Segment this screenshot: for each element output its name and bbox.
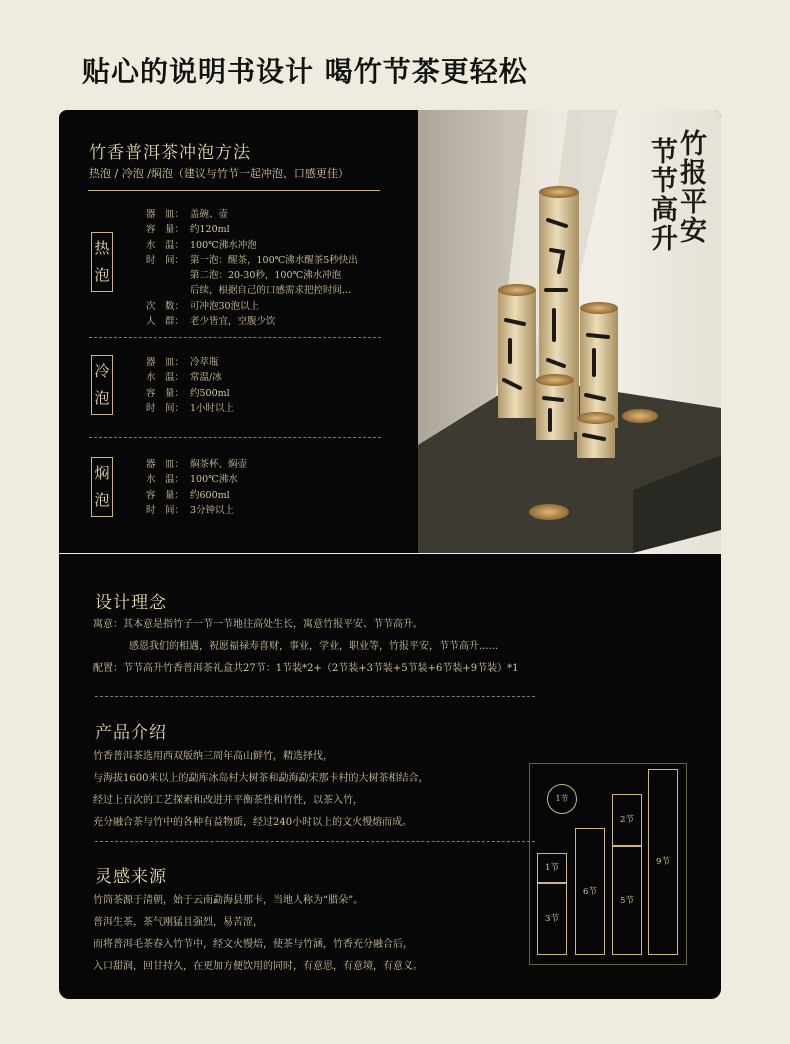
section-divider bbox=[95, 696, 535, 697]
design-blessing: 感恩我们的相遇，祝愿福禄寿喜财，事业，学业，职业等，竹报平安，节节高升...... bbox=[129, 641, 499, 652]
product-title: 产品介绍 bbox=[95, 723, 167, 743]
detail-row: 器 皿： 焖茶杯、焖壶 bbox=[146, 459, 248, 470]
bamboo-tube bbox=[498, 284, 536, 418]
method-label-hot: 热 泡 bbox=[91, 232, 113, 292]
product-line: 与海拔1600米以上的勐库冰岛村大树茶和勐海勐宋那卡村的大树茶相结合， bbox=[93, 773, 429, 784]
detail-row: 时 间： 1小时以上 bbox=[146, 402, 235, 414]
page-headline: 贴心的说明书设计 喝竹节茶更轻松 bbox=[82, 55, 528, 88]
detail-row: 人 群： 老少皆宜，空腹少饮 bbox=[146, 316, 276, 328]
design-configuration: 配置：节节高升竹香普洱茶礼盒共27节：1节装*2+（2节装+3节装+5节装+6节装+9节装）*1 bbox=[93, 663, 519, 674]
tube-9-section: 9节 bbox=[648, 769, 678, 955]
intro-card bbox=[59, 554, 721, 999]
brew-title: 竹香普洱茶冲泡方法 bbox=[89, 143, 251, 163]
method-label-cold: 冷 泡 bbox=[91, 355, 113, 415]
detail-row: 水 温： 100℃沸水冲泡 bbox=[146, 239, 257, 251]
method-divider bbox=[89, 437, 381, 438]
method-details-hot bbox=[146, 207, 358, 329]
brew-subtitle: 热泡 / 冷泡 /焖泡（建议与竹节一起冲泡、口感更佳） bbox=[89, 167, 349, 180]
product-line: 充分融合茶与竹中的各种有益物质，经过240小时以上的文火慢熔而成。 bbox=[93, 817, 413, 828]
bamboo-tube bbox=[536, 374, 574, 440]
inspiration-title: 灵感来源 bbox=[95, 867, 167, 887]
detail-row: 次 数： 可冲泡30泡以上 bbox=[146, 300, 260, 312]
detail-row: 容 量： 约120ml bbox=[146, 224, 230, 236]
round-1-section: 1节 bbox=[547, 784, 577, 814]
inspiration-line: 而将普洱毛茶春入竹节中，经文火慢焙，使茶与竹涵，竹香充分融合后， bbox=[93, 939, 413, 950]
tube-2-section: 2节 bbox=[612, 794, 642, 846]
embedded-cap bbox=[529, 504, 569, 520]
tube-1-section: 1节 bbox=[537, 853, 567, 883]
method-divider bbox=[89, 337, 381, 338]
tube-5-section: 5节 bbox=[612, 846, 642, 955]
detail-row: 容 量： 约600ml bbox=[146, 489, 230, 501]
title-divider bbox=[88, 190, 380, 191]
tube-6-section: 6节 bbox=[575, 828, 605, 955]
bamboo-tube bbox=[580, 302, 618, 428]
product-line: 竹香普洱茶选用西双版纳三周年高山鲜竹，精选择伐， bbox=[93, 751, 333, 762]
method-details-cold bbox=[146, 355, 234, 416]
product-line: 经过上百次的工艺探索和改进并平衡茶性和竹性，以茶入竹， bbox=[93, 795, 363, 806]
detail-row: 水 温： 100℃沸水 bbox=[146, 474, 238, 486]
inspiration-line: 入口甜润，回甘持久，在更加方便饮用的同时，有意思，有意境，有意义。 bbox=[93, 961, 423, 972]
design-meaning: 寓意：其本意是指竹子一节一节地往高处生长，寓意竹报平安、节节高升。 bbox=[93, 619, 423, 630]
detail-row: 第二泡：20-30秒，100℃沸水冲泡 bbox=[190, 270, 342, 282]
method-label-braise: 焖 泡 bbox=[91, 457, 113, 517]
detail-row: 时 间： 3分钟以上 bbox=[146, 504, 235, 516]
detail-row: 后续，根据自己的口感需求把控时间... bbox=[190, 285, 352, 297]
tube-3-section: 3节 bbox=[537, 883, 567, 955]
inspiration-line: 竹筒茶源于清朝，始于云南勐海县那卡，当地人称为“腊朵”。 bbox=[93, 895, 364, 906]
detail-row: 水 温： 常温/冰 bbox=[146, 372, 222, 384]
detail-row: 时 间： 第一泡：醒茶，100℃沸水醒茶5秒快出 bbox=[146, 254, 358, 266]
product-photo bbox=[418, 110, 721, 553]
method-details-braise bbox=[146, 457, 247, 518]
detail-row: 器 皿： 冷萃瓶 bbox=[146, 357, 219, 368]
size-diagram bbox=[529, 763, 687, 965]
inspiration-line: 普洱生茶，茶气刚猛且强烈，易苦涩， bbox=[93, 917, 263, 928]
detail-row: 容 量： 约500ml bbox=[146, 387, 230, 399]
brewing-card bbox=[59, 110, 721, 553]
section-divider bbox=[95, 841, 535, 842]
design-title: 设计理念 bbox=[95, 593, 167, 613]
detail-row: 器 皿： 盖碗、壶 bbox=[146, 209, 229, 220]
calligraphy-title: 竹 报 平 安 节 节 高 升 bbox=[651, 129, 707, 255]
